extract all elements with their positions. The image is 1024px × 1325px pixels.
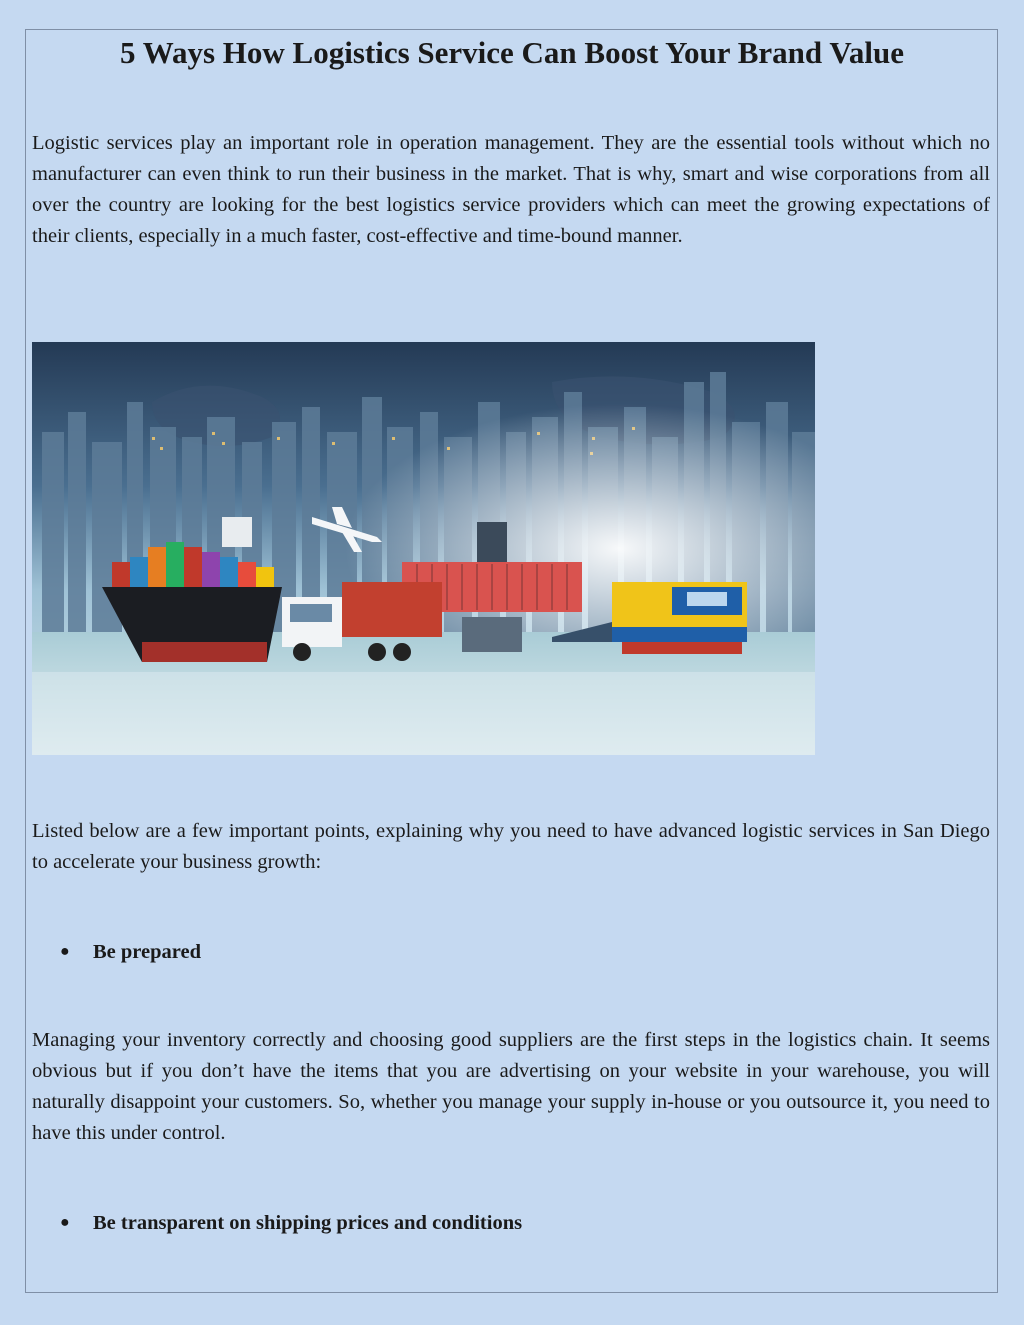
intro-paragraph: Logistic services play an important role in operation management. They are the essential tools without which no manufacturer can even think to run their business in the market. That is why, smart and wise corporations from all over the country are looking for the best logistics service providers which can meet the growing expectations of their clients, especially in a much faster, cost-effective and time-bound manner. bbox=[32, 132, 990, 247]
logistics-hero-image bbox=[32, 342, 815, 755]
bullet-icon: ● bbox=[60, 1214, 70, 1231]
point-1 bbox=[60, 937, 201, 967]
point-1-body: Managing your inventory correctly and choosing good suppliers are the first steps in the logistics chain. It seems obvious but if you don’t have the items that you are advertising on your website in your warehouse, you will naturally disappoint your customers. So, whether you manage your supply in-house or you outsource it, you need to have this under control. bbox=[32, 1029, 990, 1144]
point-1-heading: Be prepared bbox=[93, 941, 202, 963]
point-2-heading: Be transparent on shipping prices and conditions bbox=[93, 1212, 523, 1234]
point-2 bbox=[60, 1208, 522, 1238]
page-title: 5 Ways How Logistics Service Can Boost Your Brand Value bbox=[120, 35, 904, 70]
listed-intro-paragraph: Listed below are a few important points, explaining why you need to have advanced logistic services in San Diego to accelerate your business growth: bbox=[32, 820, 990, 873]
bullet-icon: ● bbox=[60, 943, 70, 960]
